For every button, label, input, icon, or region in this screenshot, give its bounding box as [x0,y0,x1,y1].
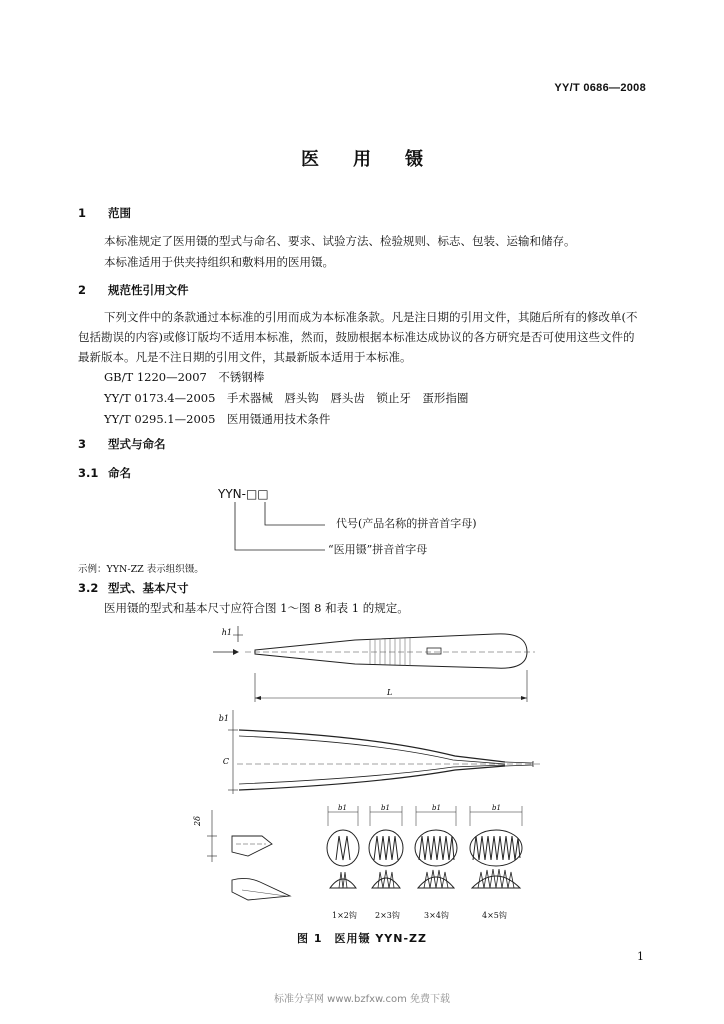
section-3-2-heading [78,580,189,596]
dim-b1: b1 [432,804,441,812]
section-title: 型式与命名 [108,437,166,451]
reference-item: YY/T 0295.1—2005 医用镊通用技术条件 [104,412,331,426]
section-number: 3.2 [78,581,99,595]
teeth-label: 2×3钩 [375,911,400,920]
dim-b1: b1 [338,804,347,812]
teeth-2x3 [369,804,403,888]
reference-item: YY/T 0173.4—2005 手术器械 唇头钩 唇头齿 锁止牙 蛋形指圈 [104,391,469,405]
section-title: 范围 [108,206,131,220]
forceps-side-view [215,706,545,800]
section-number: 3.1 [78,466,99,480]
section-2-heading [78,282,189,298]
example-note: 示例：YYN-ZZ 表示组织镊。 [78,564,204,575]
section-title: 命名 [108,466,131,480]
tip-detail [192,800,292,910]
section-number: 1 [78,206,87,220]
section-title: 规范性引用文件 [108,283,189,297]
teeth-label: 1×2钩 [332,911,357,920]
dim-L: L [387,688,393,697]
paragraph: 下列文件中的条款通过本标准的引用而成为本标准条款。凡是注日期的引用文件，其随后所有的修改单(不包括勘误的内容)或修订版均不适用本标准，然而，鼓励根据本标准达成协议的各方研究是否可使用这些文件的最新版本。凡是不注日期的引用文件，其最新版本适用于本标准。 [78,310,638,364]
section-3-heading [78,436,166,452]
dim-b1: b1 [381,804,390,812]
reference-item: GB/T 1220—2007 不锈钢棒 [104,370,265,384]
teeth-1x2 [327,804,359,888]
teeth-4x5 [470,804,522,888]
section-number: 2 [78,283,87,297]
page-number: 1 [637,950,644,963]
figure-caption: 图 1 医用镊 YYN-ZZ [297,932,427,945]
dim-C: C [222,757,229,766]
naming-label-product: “医用镊”拼音首字母 [328,543,428,556]
standard-code: YY/T 0686—2008 [554,82,646,94]
section-number: 3 [78,437,87,451]
naming-leader-lines [225,498,345,554]
section-title: 型式、基本尺寸 [108,581,189,595]
section-3-1-heading [78,465,131,481]
naming-label-code: 代号(产品名称的拼音首字母) [336,517,477,530]
teeth-variants [318,800,528,908]
dim-b1: b1 [218,714,229,723]
teeth-label: 4×5钩 [482,911,507,920]
naming-code: YYN-□□ [218,487,269,501]
dim-b1: b1 [492,804,501,812]
dim-h1: h1 [221,628,232,637]
dim-2delta: 2δ [193,816,202,826]
paragraph: 医用镊的型式和基本尺寸应符合图 1～图 8 和表 1 的规定。 [104,601,409,615]
forceps-top-view [205,618,545,706]
document-title: 医用镊 [301,149,457,170]
teeth-label: 3×4钩 [424,911,449,920]
section-1-heading [78,205,131,221]
paragraph: 本标准适用于供夹持组织和敷料用的医用镊。 [104,255,334,269]
footer-watermark: 标准分享网 www.bzfxw.com 免费下载 [274,994,450,1005]
paragraph: 本标准规定了医用镊的型式与命名、要求、试验方法、检验规则、标志、包装、运输和储存。 [104,234,576,248]
teeth-3x4 [415,804,457,888]
